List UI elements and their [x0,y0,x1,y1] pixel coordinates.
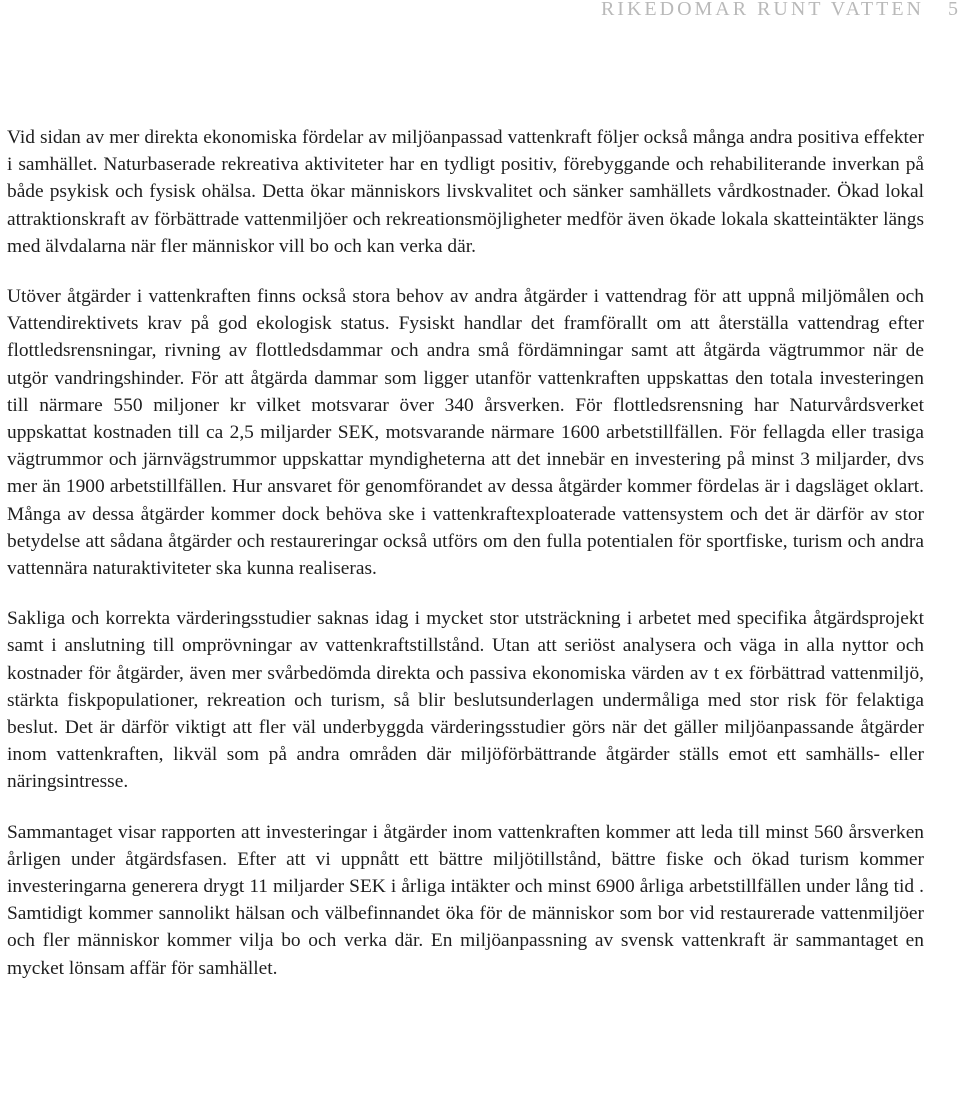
paragraph-1: Vid sidan av mer direkta ekonomiska fördelar av miljöanpassad vattenkraft följer också många andra positiva effekter i samhället. Naturbaserade rekreativa aktiviteter har en tydligt positiv, förebyggande och rehabiliterande inverkan på både psykisk och fysisk ohälsa. Detta ökar människors livskvalitet och sänker samhällets vårdkostnader. Ökad lokal attraktionskraft av förbättrade vattenmiljöer och rekreationsmöjligheter medför även ökade lokala skatteintäkter längs med älvdalarna när fler människor vill bo och kan verka där. [7,127,924,257]
body-text [7,124,924,1005]
paragraph-2: Utöver åtgärder i vattenkraften finns också stora behov av andra åtgärder i vattendrag för att uppnå miljömålen och Vattendirektivets krav på god ekologisk status. Fysiskt handlar det framförallt om att återställa vattendrag efter flottledsrensningar, rivning av flottledsdammar och andra små fördämningar samt att åtgärda vägtrummor när de utgör vandringshinder. För att åtgärda dammar som ligger utanför vattenkraften uppskattas den totala investeringen till närmare 550 miljoner kr vilket motsvarar över 340 årsverken. För flottledsrensning har Naturvårdsverket uppskattat kostnaden till ca 2,5 miljarder SEK, motsvarande närmare 1600 arbetstillfällen. För fellagda eller trasiga vägtrummor och järnvägstrummor uppskattar myndigheterna att det innebär en investering på minst 3 miljarder, dvs mer än 1900 arbetstillfällen. Hur ansvaret för genomförandet av dessa åtgärder kommer fördelas är i dagsläget oklart. Många av dessa åtgärder kommer dock behöva ske i vattenkraftexploaterade vattensystem och det är därför av stor betydelse att sådana åtgärder och restaureringar också utförs om den fulla potentialen för sportfiske, turism och andra vattennära naturaktiviteter ska kunna realiseras. [7,286,924,580]
paragraph-4: Sammantaget visar rapporten att investeringar i åtgärder inom vattenkraften kommer att leda till minst 560 årsverken årligen under åtgärdsfasen. Efter att vi uppnått ett bättre miljötillstånd, bättre fiske och ökad turism kommer investeringarna generera drygt 11 miljarder SEK i årliga intäkter och minst 6900 årliga arbetstillfällen under lång tid . Samtidigt kommer sannolikt hälsan och välbefinnandet öka för de människor som bor vid restaurerade vattenmiljöer och fler människor kommer vilja bo och verka där. En miljöanpassning av svensk vattenkraft är sammantaget en mycket lönsam affär för samhället. [7,821,924,979]
running-head-title: RIKEDOMAR RUNT VATTEN [600,0,924,20]
paragraph-3: Sakliga och korrekta värderingsstudier saknas idag i mycket stor utsträckning i arbetet med specifika åtgärdsprojekt samt i anslutning till omprövningar av vattenkraftstillstånd. Utan att seriöst analysera och väga in alla nyttor och kostnader för åtgärder, även mer svårbedömda direkta och passiva ekonomiska värden av t ex förbättrad vattenmiljö, stärkta fiskpopulationer, rekreation och turism, så blir beslutsunderlagen undermåliga med stor risk för felaktiga beslut. Det är därför viktigt att fler väl underbyggda värderingsstudier görs när det gäller miljöanpassande åtgärder inom vattenkraften, likväl som på andra områden där miljöförbättrande åtgärder ställs emot ett samhälls- eller näringsintresse. [7,608,924,793]
running-head [0,0,960,24]
page-number: 5 [948,0,958,20]
